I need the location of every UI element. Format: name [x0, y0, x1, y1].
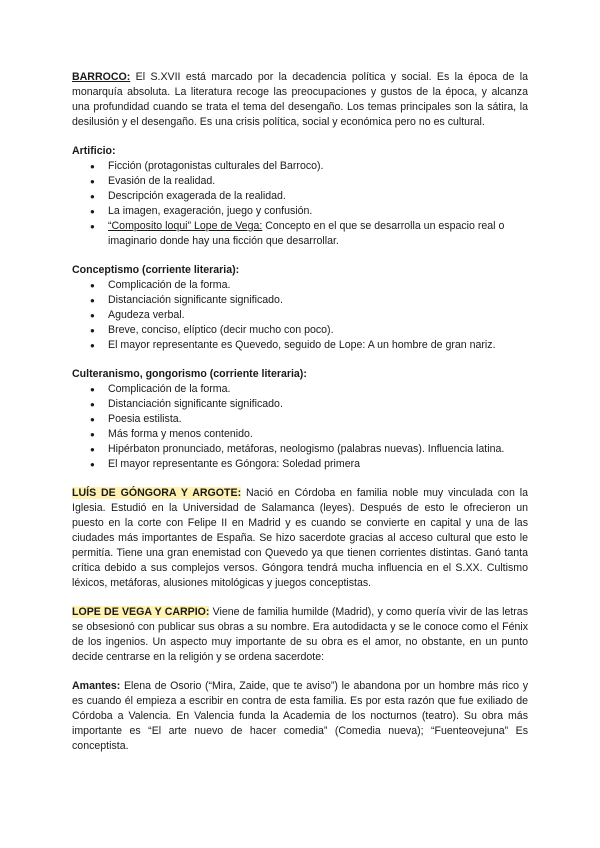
list-item: ● Distanciación significante significado.	[108, 397, 528, 412]
conceptismo-section	[72, 263, 528, 353]
list-item: ● Complicación de la forma.	[108, 278, 528, 293]
barroco-section	[72, 70, 528, 130]
culteranismo-heading: Culteranismo, gongorismo (corriente literaria):	[72, 368, 307, 380]
gongora-term: LUÍS DE GÓNGORA Y ARGOTE:	[72, 487, 242, 499]
gongora-text: Nació en Córdoba en familia noble muy vinculada con la Iglesia. Estudió en la Universidad de Salamanca (leyes). Después de esto le ofrecieron un puesto en la corte con Felipe II en Madrid y es cuando se convierte en capital y una de las ciudades más importantes de España. Se hizo sacerdote gracias al acceso cultural que esto le permitía. Tiene una gran enemistad con Quevedo ya que tienen corrientes distintas. Ganó tanta crítica debido a sus complejos versos. Góngora tendrá mucha influencia en el S.XX. Cultismo léxicos, metáforas, alusiones mitológicas y juegos conceptistas.	[72, 487, 528, 589]
gongora-section	[72, 486, 528, 591]
composito-loqui-text: Concepto en el que se desarrolla un espacio real o imaginario donde hay una ficción que desarrollar.	[108, 220, 505, 247]
list-item: ● Agudeza verbal.	[108, 308, 528, 323]
list-item: ● Complicación de la forma.	[108, 382, 528, 397]
list-item: ● Breve, conciso, elíptico (decir mucho con poco).	[108, 323, 528, 338]
lope-paragraph	[72, 605, 528, 665]
conceptismo-list	[72, 278, 528, 353]
amantes-term: Amantes:	[72, 680, 121, 692]
barroco-paragraph	[72, 70, 528, 130]
culteranismo-list	[72, 382, 528, 472]
list-item: ● Distanciación significante significado.	[108, 293, 528, 308]
amantes-section	[72, 679, 528, 754]
artificio-list	[72, 159, 528, 249]
lope-term: LOPE DE VEGA Y CARPIO:	[72, 606, 210, 618]
artificio-heading: Artificio:	[72, 145, 116, 157]
barroco-term: BARROCO:	[72, 71, 131, 83]
list-item: ● Evasión de la realidad.	[108, 174, 528, 189]
list-item: ● Más forma y menos contenido.	[108, 427, 528, 442]
conceptismo-heading: Conceptismo (corriente literaria):	[72, 264, 240, 276]
gongora-paragraph	[72, 486, 528, 591]
lope-text: Viene de familia humilde (Madrid), y como quería vivir de las letras se obsesionó con publicar sus obras a su nombre. Era autodidacta y se le conoce como el Fénix de los ingenios. Un aspecto muy importante de su obra es el amor, no obstante, en un punto decide centrarse en la religión y se ordena sacerdote:	[72, 606, 528, 663]
list-item: ● Poesia estilista.	[108, 412, 528, 427]
lope-section	[72, 605, 528, 665]
amantes-text: Elena de Osorio (“Mira, Zaide, que te aviso”) le abandona por un hombre más rico y es cuando él empieza a escribir en contra de esta familia. Es por esta razón que fue exiliado de Córdoba a Valencia. En Valencia funda la Academia de los nocturnos (teatro). Su obra más importante es “El arte nuevo de hacer comedia” (Comedia nueva); “Fuenteovejuna” Es conceptista.	[72, 680, 528, 752]
list-item	[108, 219, 528, 249]
barroco-text: El S.XVII está marcado por la decadencia política y social. Es la época de la monarquía absoluta. La literatura recoge las preocupaciones y gustos de la época, y alcanza una profundidad cuando se trata el tema del desengaño. Los temas principales son la sátira, la desilusión y el desengaño. Es una crisis política, social y económica pero no es cultural.	[72, 71, 528, 128]
culteranismo-section	[72, 367, 528, 472]
list-item: ● Hipérbaton pronunciado, metáforas, neologismo (palabras nuevas). Influencia latina.	[108, 442, 528, 457]
list-item: ● Descripción exagerada de la realidad.	[108, 189, 528, 204]
list-item: ● Ficción (protagonistas culturales del Barroco).	[108, 159, 528, 174]
artificio-section	[72, 144, 528, 249]
list-item: ● La imagen, exageración, juego y confusión.	[108, 204, 528, 219]
amantes-paragraph	[72, 679, 528, 754]
composito-loqui-term: “Composito loqui” Lope de Vega:	[108, 220, 263, 232]
list-item: ● El mayor representante es Góngora: Soledad primera	[108, 457, 528, 472]
list-item: ● El mayor representante es Quevedo, seguido de Lope: A un hombre de gran nariz.	[108, 338, 528, 353]
